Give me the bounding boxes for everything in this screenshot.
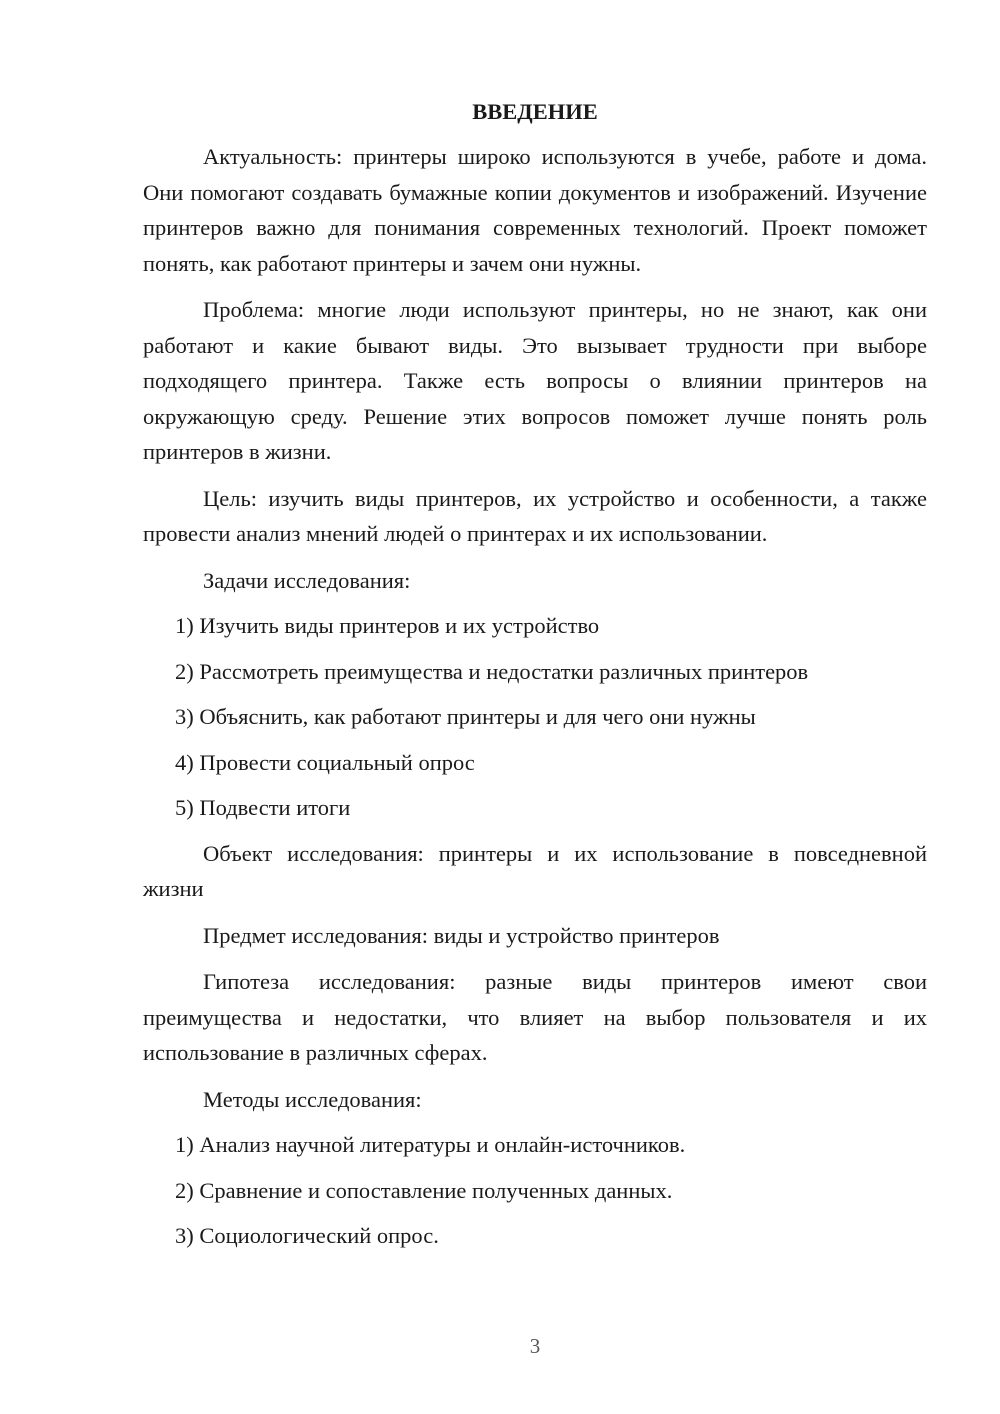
- task-item: 1) Изучить виды принтеров и их устройство: [175, 613, 600, 638]
- task-item: 4) Провести социальный опрос: [175, 749, 475, 775]
- tasks-label: Задачи исследования:: [203, 567, 411, 593]
- subject-paragraph: Предмет исследования: виды и устройство принтеров: [203, 922, 720, 948]
- task-item: 5) Подвести итоги: [175, 795, 351, 820]
- problem-paragraph: Проблема: многие люди используют принтеры, но не знают, как они работают и какие бывают виды. Это вызывает трудности при выборе подходящего принтера. Также есть вопросы о влиянии принтеров на окружающую среду. Решение этих вопросов поможет лучше понять роль принтеров в жизни.: [143, 297, 927, 464]
- goal-paragraph: Цель: изучить виды принтеров, их устройство и особенности, а также провести анализ мнений людей о принтерах и их использовании.: [143, 485, 927, 546]
- hypothesis-paragraph: Гипотеза исследования: разные виды принтеров имеют свои преимущества и недостатки, что влияет на выбор пользователя и их использование в различных сферах.: [143, 969, 927, 1065]
- methods-label: Методы исследования:: [203, 1086, 422, 1112]
- relevance-paragraph: Актуальность: принтеры широко используются в учебе, работе и дома. Они помогают создавать бумажные копии документов и изображений. Изучение принтеров важно для понимания современных технологий. Проект поможет понять, как работают принтеры и зачем они нужны.: [143, 144, 927, 276]
- methods-list: [143, 1127, 927, 1254]
- method-item: 1) Анализ научной литературы и онлайн-источников.: [175, 1132, 686, 1157]
- document-page: [143, 96, 927, 1264]
- object-paragraph: Объект исследования: принтеры и их использование в повседневной жизни: [143, 840, 927, 901]
- method-item: 2) Сравнение и сопоставление полученных данных.: [175, 1177, 673, 1203]
- page-title: ВВЕДЕНИЕ: [472, 99, 598, 124]
- tasks-list: [143, 608, 927, 826]
- page-number: 3: [529, 1334, 541, 1358]
- task-item: 2) Рассмотреть преимущества и недостатки различных принтеров: [175, 658, 809, 684]
- task-item: 3) Объяснить, как работают принтеры и для чего они нужны: [175, 704, 756, 729]
- method-item: 3) Социологический опрос.: [175, 1223, 439, 1248]
